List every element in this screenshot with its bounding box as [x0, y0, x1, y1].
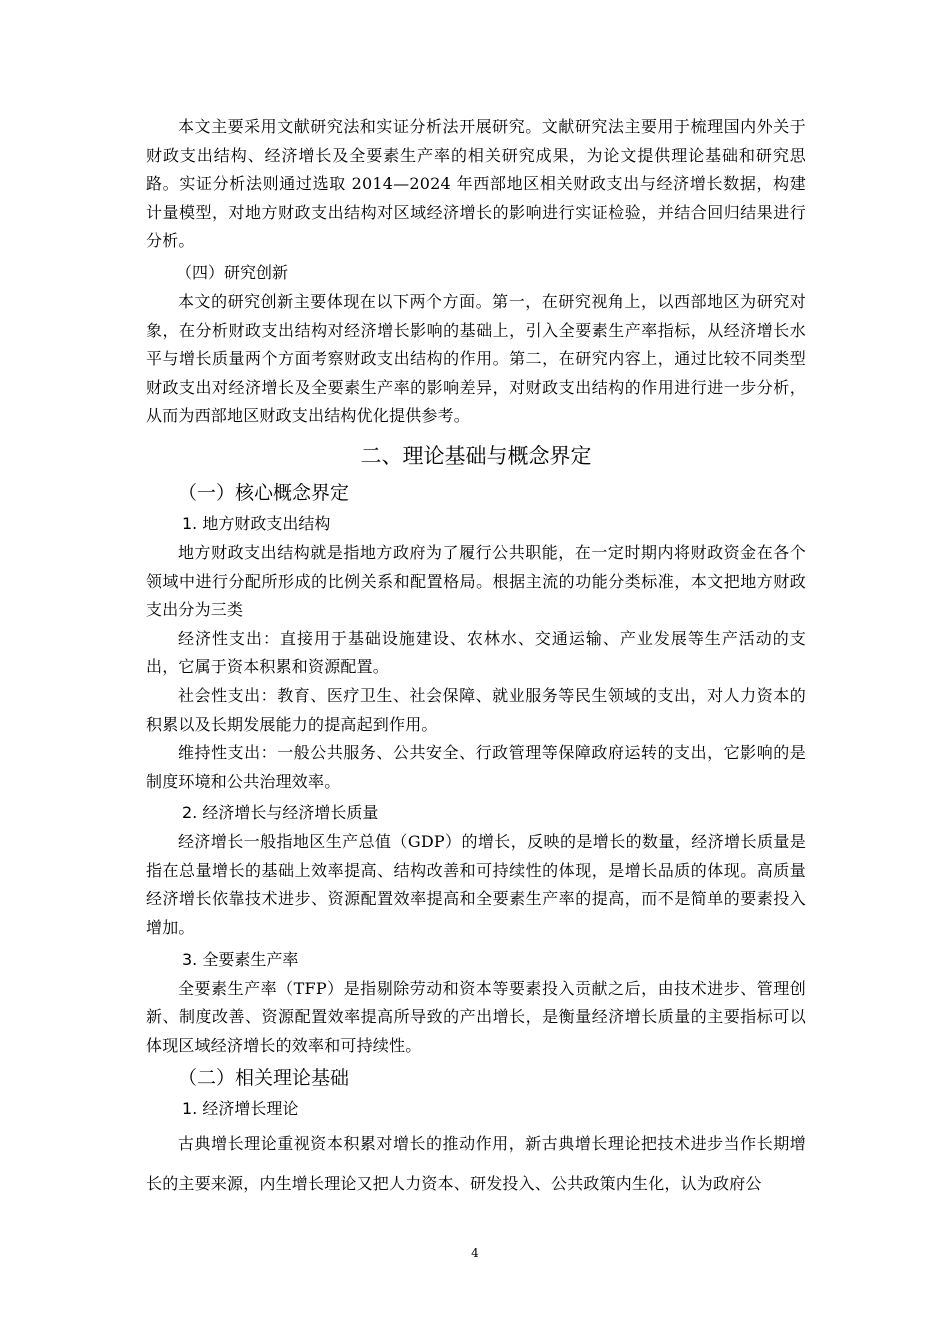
maintenance-spending-paragraph: 维持性支出：一般公共服务、公共安全、行政管理等保障政府运转的支出，它影响的是制度环境和公共治理效率。: [146, 743, 806, 791]
innovation-heading: （四）研究创新: [176, 262, 289, 282]
subsection-title-tfp: 3. 全要素生产率: [182, 949, 299, 969]
methods-paragraph: 本文主要采用文献研究法和实证分析法开展研究。文献研究法主要用于梳理国内外关于财政支出结构、经济增长及全要素生产率的相关研究成果，为论文提供理论基础和研究思路。实证分析法则通过选取 2014—2024 年西部地区相关财政支出与经济增长数据，构建计量模型，对地方财政支出结构对区域经济增长的影响进行实证检验，并结合回归结果进行分析。: [146, 117, 806, 251]
innovation-paragraph: 本文的研究创新主要体现在以下两个方面。第一，在研究视角上，以西部地区为研究对象，在分析财政支出结构对经济增长影响的基础上，引入全要素生产率指标，从经济增长水平与增长质量两个方面考察财政支出结构的作用。第二，在研究内容上，通过比较不同类型财政支出对经济增长及全要素生产率的影响差异，对财政支出结构的作用进行进一步分析，从而为西部地区财政支出结构优化提供参考。: [146, 291, 806, 426]
page-number: 4: [471, 1246, 479, 1260]
page-content: [146, 113, 806, 1204]
subsection-title-fiscal-structure: 1. 地方财政支出结构: [182, 513, 331, 533]
subsection-title-growth-quality: 2. 经济增长与经济增长质量: [182, 803, 379, 823]
social-spending-paragraph: 社会性支出：教育、医疗卫生、社会保障、就业服务等民生领域的支出，对人力资本的积累以及长期发展能力的提高起到作用。: [146, 685, 806, 734]
subsection-title-growth-theory: 1. 经济增长理论: [182, 1099, 299, 1119]
growth-theory-paragraph: 古典增长理论重视资本积累对增长的推动作用，新古典增长理论把技术进步当作长期增长的主要来源，内生增长理论又把人力资本、研发投入、公共政策内生化，认为政府公: [146, 1134, 806, 1194]
fiscal-structure-paragraph: 地方财政支出结构就是指地方政府为了履行公共职能，在一定时期内将财政资金在各个领域中进行分配所形成的比例关系和配置格局。根据主流的功能分类标准，本文把地方财政支出分为三类: [146, 542, 806, 620]
tfp-paragraph: 全要素生产率（TFP）是指剔除劳动和资本等要素投入贡献之后，由技术进步、管理创新、制度改善、资源配置效率提高所导致的产出增长，是衡量经济增长质量的主要指标可以体现区域经济增长的效率和可持续性。: [146, 978, 806, 1055]
chapter-title: 二、理论基础与概念界定: [360, 443, 592, 468]
section-title-theory: （二）相关理论基础: [178, 1067, 350, 1090]
economic-spending-paragraph: 经济性支出：直接用于基础设施建设、农林水、交通运输、产业发展等生产活动的支出，它属于资本积累和资源配置。: [146, 628, 806, 677]
growth-quality-paragraph: 经济增长一般指地区生产总值（GDP）的增长，反映的是增长的数量，经济增长质量是指在总量增长的基础上效率提高、结构改善和可持续性的体现，是增长品质的体现。高质量经济增长依靠技术进步、资源配置效率提高和全要素生产率的提高，而不是简单的要素投入增加。: [146, 832, 806, 938]
section-title-core-concepts: （一）核心概念界定: [178, 481, 350, 504]
